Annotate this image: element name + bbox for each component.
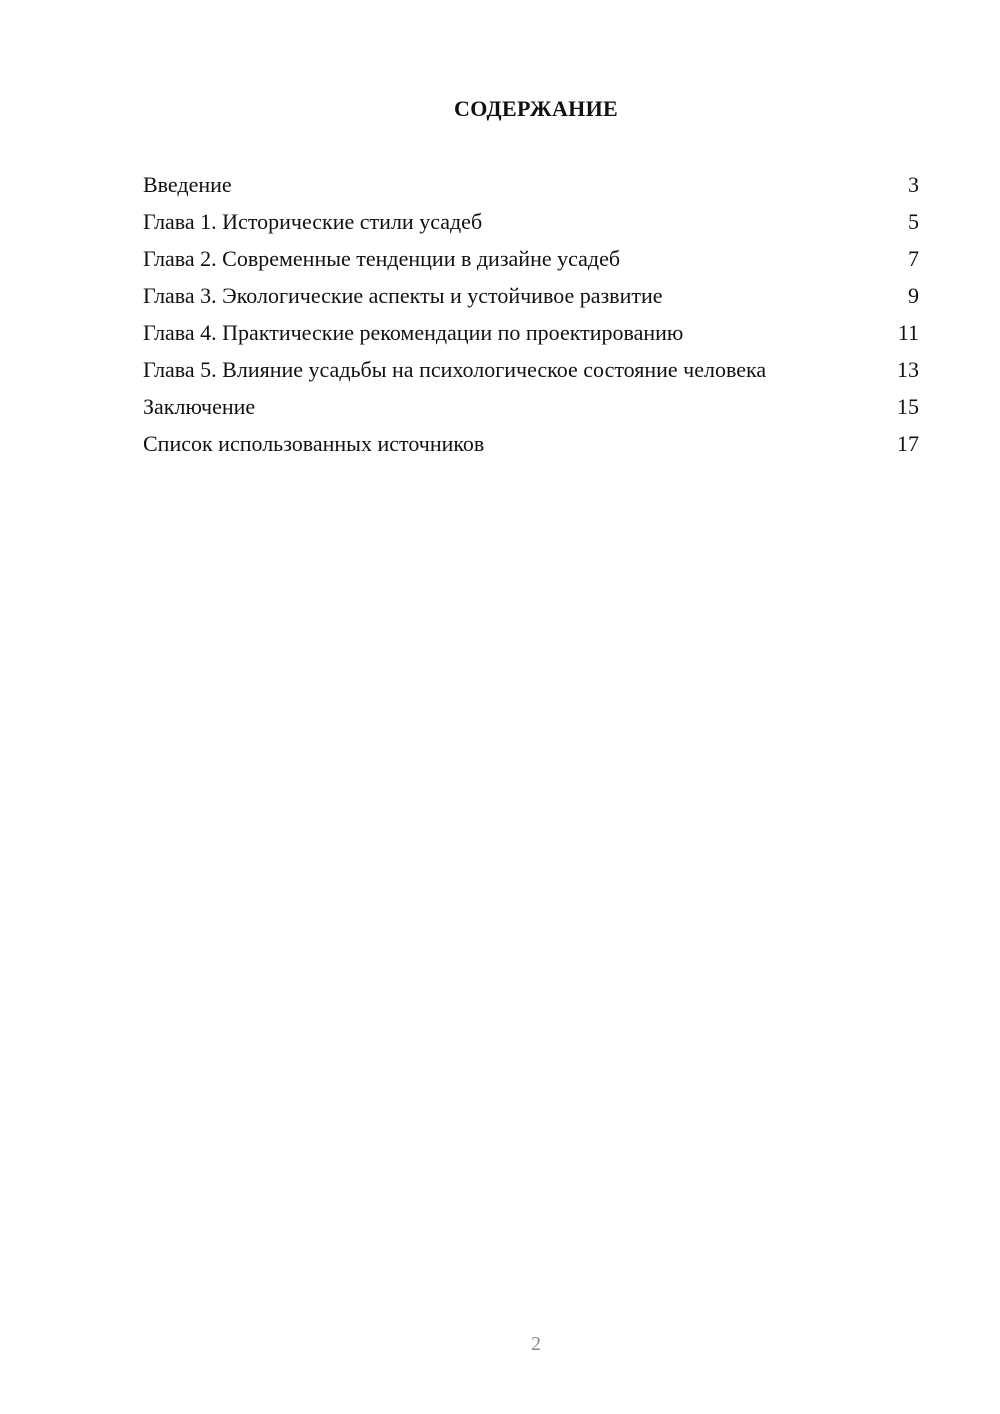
table-of-contents [143, 171, 919, 467]
toc-row-references [143, 430, 919, 457]
toc-entry-text: Заключение [143, 394, 256, 419]
toc-entry-text: Список использованных источников [143, 431, 485, 456]
toc-entry-page: 9 [908, 283, 919, 308]
toc-entry-page: 7 [908, 246, 919, 271]
toc-entry-text: Глава 2. Современные тенденции в дизайне усадеб [143, 246, 621, 271]
toc-entry-page: 15 [897, 394, 919, 419]
toc-entry-page: 5 [908, 209, 919, 234]
toc-entry-page: 13 [897, 357, 919, 382]
toc-entry-page: 17 [897, 431, 919, 456]
toc-entry-page: 11 [897, 320, 919, 345]
toc-row-conclusion [143, 393, 919, 420]
toc-entry-text: Глава 4. Практические рекомендации по проектированию [143, 320, 684, 345]
toc-entry-page: 3 [908, 172, 919, 197]
toc-entry-text: Введение [143, 172, 232, 197]
toc-row-chapter-3 [143, 282, 919, 309]
toc-row-chapter-4 [143, 319, 919, 346]
page-number: 2 [531, 1333, 541, 1355]
toc-entry-text: Глава 1. Исторические стили усадеб [143, 209, 483, 234]
toc-row-chapter-1 [143, 208, 919, 235]
toc-title: СОДЕРЖАНИЕ [454, 96, 618, 121]
toc-row-chapter-2 [143, 245, 919, 272]
toc-entry-text: Глава 5. Влияние усадьбы на психологическое состояние человека [143, 357, 767, 382]
toc-entry-text: Глава 3. Экологические аспекты и устойчивое развитие [143, 283, 663, 308]
toc-row-chapter-5 [143, 356, 919, 383]
toc-row-introduction [143, 171, 919, 198]
